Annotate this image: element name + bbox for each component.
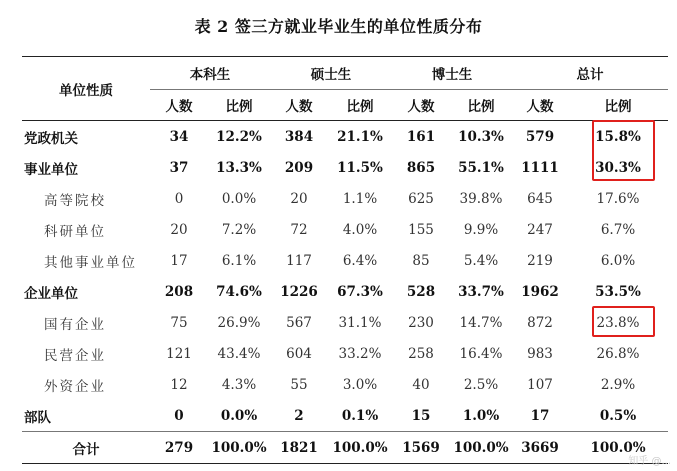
cell-value: 3669 — [512, 432, 568, 464]
cell-value: 983 — [527, 345, 553, 362]
cell-value: 384 — [284, 128, 314, 145]
cell-value: 14.7% — [459, 314, 503, 331]
row-category: 企业单位 — [24, 285, 78, 302]
cell-value: 33.7% — [458, 283, 504, 300]
row-header-label: 单位性质 — [22, 57, 150, 121]
cell-value: 12.2% — [216, 128, 262, 145]
cell-value: 1.1% — [342, 190, 378, 207]
cell-value: 31.1% — [338, 314, 382, 331]
cell-value: 20 — [290, 190, 308, 207]
total-row — [22, 432, 668, 464]
cell-value: 1962 — [521, 283, 559, 300]
cell-value: 100.0% — [328, 432, 392, 464]
table-row — [22, 214, 668, 245]
cell-value: 20 — [170, 221, 188, 238]
cell-value: 230 — [408, 314, 434, 331]
cell-value: 604 — [286, 345, 312, 362]
row-category: 外资企业 — [44, 378, 106, 395]
cell-value: 17 — [170, 252, 188, 269]
cell-value: 625 — [408, 190, 434, 207]
cell-value: 865 — [406, 159, 436, 176]
cell-value: 1569 — [392, 432, 450, 464]
cell-value: 7.2% — [221, 221, 257, 238]
row-category: 高等院校 — [44, 192, 106, 209]
ratio-header: 比例 — [450, 90, 512, 121]
highlight-box-top — [592, 120, 655, 181]
cell-value: 208 — [164, 283, 194, 300]
cell-value: 55 — [290, 376, 308, 393]
cell-value: 1226 — [280, 283, 318, 300]
cell-value: 75 — [170, 314, 188, 331]
cell-value: 100.0% — [208, 432, 270, 464]
count-header: 人数 — [512, 90, 568, 121]
row-category: 部队 — [24, 409, 51, 426]
cell-value: 4.0% — [342, 221, 378, 238]
row-category: 国有企业 — [44, 316, 106, 333]
cell-value: 67.3% — [337, 283, 383, 300]
count-header: 人数 — [392, 90, 450, 121]
cell-value: 53.5% — [595, 283, 641, 300]
cell-value: 528 — [406, 283, 436, 300]
table-row — [22, 183, 668, 214]
row-category: 科研单位 — [44, 223, 106, 240]
cell-value: 23.8% — [596, 314, 640, 331]
table-row — [22, 152, 668, 183]
cell-value: 9.9% — [463, 221, 499, 238]
cell-value: 21.1% — [337, 128, 383, 145]
cell-value: 15.8% — [595, 128, 641, 145]
cell-value: 15 — [411, 407, 431, 424]
watermark: 知乎 @... — [628, 456, 671, 467]
ratio-header: 比例 — [208, 90, 270, 121]
cell-value: 0.0% — [220, 407, 258, 424]
table-row — [22, 245, 668, 276]
cell-value: 40 — [412, 376, 430, 393]
highlight-box-state-owned — [592, 306, 655, 337]
group-header-master: 硕士生 — [270, 57, 392, 90]
cell-value: 26.9% — [217, 314, 261, 331]
cell-value: 279 — [150, 432, 208, 464]
group-header-undergrad: 本科生 — [150, 57, 270, 90]
row-category: 民营企业 — [44, 347, 106, 364]
count-header: 人数 — [150, 90, 208, 121]
row-category: 事业单位 — [24, 161, 78, 178]
cell-value: 579 — [525, 128, 555, 145]
cell-value: 117 — [286, 252, 312, 269]
cell-value: 10.3% — [458, 128, 504, 145]
cell-value: 43.4% — [217, 345, 261, 362]
cell-value: 6.4% — [342, 252, 378, 269]
cell-value: 107 — [527, 376, 553, 393]
cell-value: 872 — [527, 314, 553, 331]
cell-value: 2 — [294, 407, 304, 424]
cell-value: 3.0% — [342, 376, 378, 393]
ratio-header: 比例 — [328, 90, 392, 121]
cell-value: 258 — [408, 345, 434, 362]
cell-value: 13.3% — [216, 159, 262, 176]
ratio-header: 比例 — [568, 90, 668, 121]
cell-value: 11.5% — [337, 159, 383, 176]
cell-value: 5.4% — [463, 252, 499, 269]
cell-value: 55.1% — [458, 159, 504, 176]
row-category: 其他事业单位 — [44, 254, 137, 271]
cell-value: 1.0% — [462, 407, 500, 424]
cell-value: 0.1% — [341, 407, 379, 424]
cell-value: 85 — [412, 252, 430, 269]
cell-value: 1111 — [521, 159, 559, 176]
cell-value: 645 — [527, 190, 553, 207]
cell-value: 16.4% — [459, 345, 503, 362]
group-header-doctor: 博士生 — [392, 57, 512, 90]
cell-value: 0.0% — [221, 190, 257, 207]
row-category: 合计 — [22, 432, 150, 464]
group-header-total: 总计 — [512, 57, 668, 90]
cell-value: 6.1% — [221, 252, 257, 269]
table-row — [22, 276, 668, 307]
table-title: 表 2 签三方就业毕业生的单位性质分布 — [194, 17, 483, 36]
cell-value: 100.0% — [568, 432, 668, 464]
cell-value: 567 — [286, 314, 312, 331]
cell-value: 6.7% — [600, 221, 636, 238]
cell-value: 2.5% — [463, 376, 499, 393]
table-row — [22, 338, 668, 369]
table-row — [22, 307, 668, 338]
cell-value: 0 — [174, 190, 184, 207]
table-row — [22, 121, 668, 153]
cell-value: 121 — [166, 345, 192, 362]
cell-value: 161 — [406, 128, 436, 145]
cell-value: 30.3% — [595, 159, 641, 176]
cell-value: 2.9% — [600, 376, 636, 393]
cell-value: 12 — [170, 376, 188, 393]
cell-value: 1821 — [270, 432, 328, 464]
cell-value: 0.5% — [599, 407, 637, 424]
cell-value: 209 — [284, 159, 314, 176]
cell-value: 72 — [290, 221, 308, 238]
cell-value: 155 — [408, 221, 434, 238]
cell-value: 100.0% — [450, 432, 512, 464]
row-category: 党政机关 — [24, 130, 78, 147]
cell-value: 26.8% — [596, 345, 640, 362]
table-row — [22, 369, 668, 400]
count-header: 人数 — [270, 90, 328, 121]
cell-value: 17.6% — [596, 190, 640, 207]
cell-value: 219 — [527, 252, 553, 269]
cell-value: 4.3% — [221, 376, 257, 393]
cell-value: 6.0% — [600, 252, 636, 269]
cell-value: 33.2% — [338, 345, 382, 362]
table-row — [22, 400, 668, 432]
cell-value: 37 — [169, 159, 189, 176]
cell-value: 39.8% — [459, 190, 503, 207]
cell-value: 247 — [527, 221, 553, 238]
cell-value: 74.6% — [216, 283, 262, 300]
cell-value: 34 — [169, 128, 189, 145]
cell-value: 17 — [530, 407, 550, 424]
unit-nature-table — [22, 56, 668, 464]
cell-value: 0 — [174, 407, 184, 424]
